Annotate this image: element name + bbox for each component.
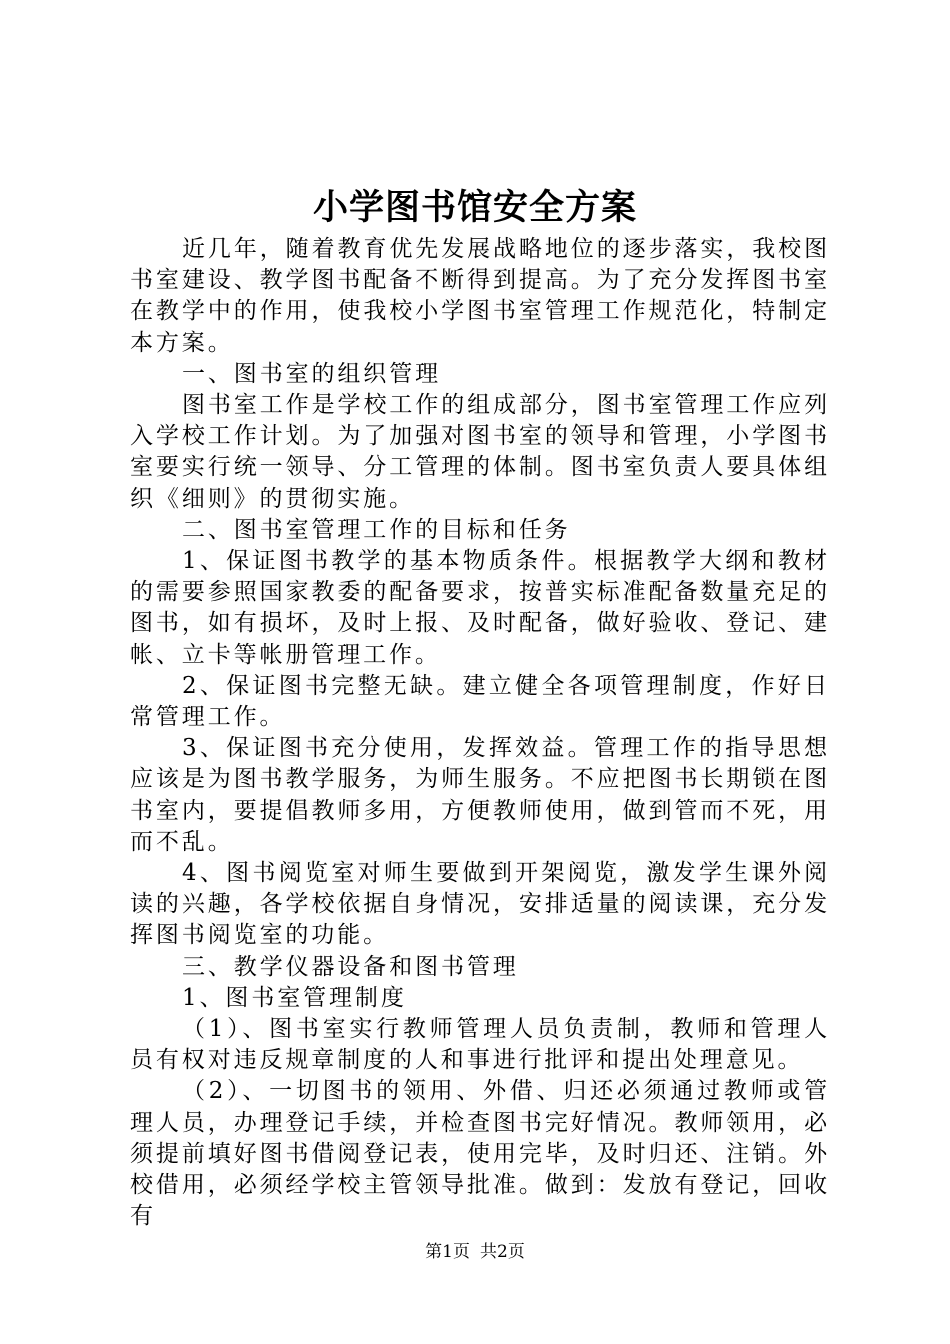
paragraph-item-4: 4、图书阅览室对师生要做到开架阅览，激发学生课外阅读的兴趣，各学校依据自身情况，安排适量的阅读课，充分发挥图书阅览室的功能。 bbox=[130, 860, 830, 949]
document-title: 小学图书馆安全方案 bbox=[312, 187, 637, 228]
paragraph-intro: 近几年，随着教育优先发展战略地位的逐步落实，我校图书室建设、教学图书配备不断得到提高。为了充分发挥图书室在教学中的作用，使我校小学图书室管理工作规范化，特制定本方案。 bbox=[130, 236, 830, 356]
page-number: 第1页 bbox=[425, 1242, 470, 1262]
section-heading-2: 二、图书室管理工作的目标和任务 bbox=[182, 516, 571, 543]
section-heading-1: 一、图书室的组织管理 bbox=[182, 360, 441, 387]
page-total: 共2页 bbox=[480, 1242, 525, 1262]
paragraph-rule-2: （2）、一切图书的领用、外借、归还必须通过教师或管理人员，办理登记手续，并检查图书完好情况。教师领用，必须提前填好图书借阅登记表，使用完毕，及时归还、注销。外校借用，必须经学校主管领导批准。做到：发放有登记，回收有 bbox=[130, 1078, 830, 1230]
section-heading-3: 三、教学仪器设备和图书管理 bbox=[182, 953, 519, 980]
subsection-heading-1: 1、图书室管理制度 bbox=[182, 984, 407, 1011]
paragraph-section-1: 图书室工作是学校工作的组成部分，图书室管理工作应列入学校工作计划。为了加强对图书室的领导和管理，小学图书室要实行统一领导、分工管理的体制。图书室负责人要具体组织《细则》的贯彻实施。 bbox=[130, 392, 830, 512]
document-body bbox=[130, 234, 830, 1233]
paragraph-item-1: 1、保证图书教学的基本物质条件。根据教学大纲和教材的需要参照国家教委的配备要求，按普实标准配备数量充足的图书，如有损坏，及时上报、及时配备，做好验收、登记、建帐、立卡等帐册管理工作。 bbox=[130, 548, 830, 668]
paragraph-rule-1: （1）、图书室实行教师管理人员负责制，教师和管理人员有权对违反规章制度的人和事进行批评和提出处理意见。 bbox=[130, 1016, 830, 1074]
paragraph-item-3: 3、保证图书充分使用，发挥效益。管理工作的指导思想应该是为图书教学服务，为师生服务。不应把图书长期锁在图书室内，要提倡教师多用，方便教师使用，做到管而不死，用而不乱。 bbox=[130, 735, 830, 855]
paragraph-item-2: 2、保证图书完整无缺。建立健全各项管理制度，作好日常管理工作。 bbox=[130, 672, 830, 731]
page-footer bbox=[0, 1240, 950, 1264]
